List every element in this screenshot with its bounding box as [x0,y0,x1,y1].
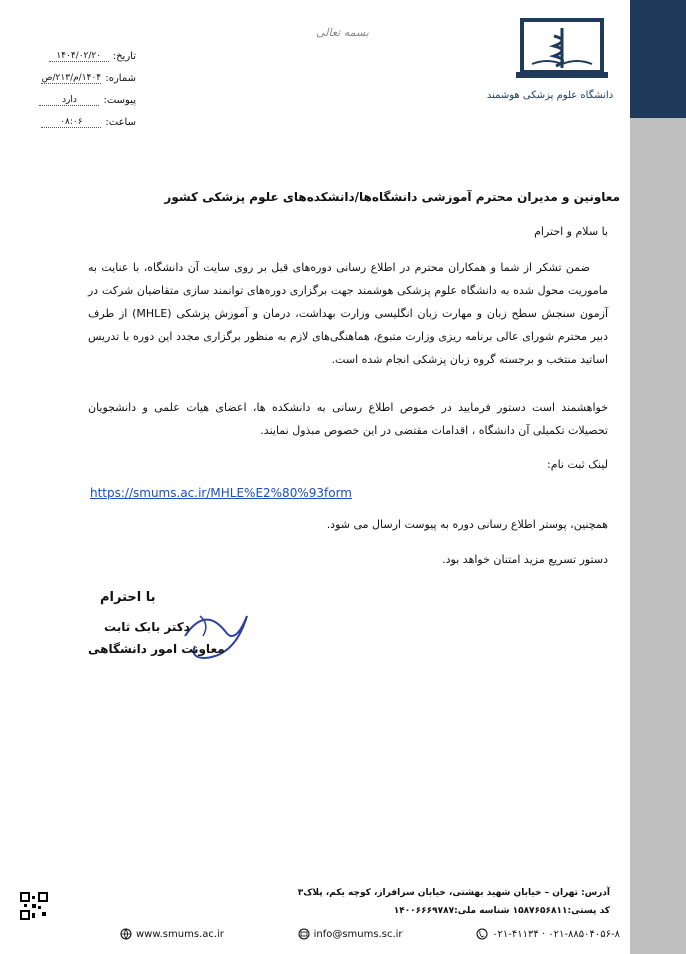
university-name: دانشگاه علوم پزشکی هوشمند [486,90,614,101]
signer-name: دکتر بابک ثابت [104,620,190,634]
letter-paragraph: دستور تسریع مزید امتنان خواهد بود. [442,553,608,566]
meta-date [36,40,136,62]
footer-phone [476,928,620,940]
meta-attachment [36,84,136,106]
letter-closing: با احترام [100,590,156,605]
meta-value: دارد [39,95,99,106]
footer-address: آدرس: تهران – خیابان شهید بهشتی، خیابان سرافراز، کوچه یکم، پلاک۳ [297,888,610,898]
bismillah: بسمه تعالی [316,26,369,39]
meta-value: ۰۸:۰۶ [41,117,101,128]
phone-text: ۰۲۱-۴۱۱۳۴ · ۰۲۱-۸۸۵۰۴۰۵۶-۸ [492,928,620,940]
meta-number [36,62,136,84]
meta-label: تاریخ: [112,51,136,62]
phone-icon [476,928,488,940]
registration-link[interactable]: https://smums.ac.ir/MHLE%E2%80%93form [90,486,352,500]
meta-time [36,106,136,128]
meta-value: ۱۴۰۴/م/۲۱۳/ص [41,73,102,83]
meta-label: شماره: [105,73,136,84]
globe-icon [120,928,132,940]
letter-paragraph: ضمن تشکر از شما و همکاران محترم در اطلاع رسانی دوره‌های قبل بر روی سایت آن دانشگاه، با عنایت به ماموریت محول شده به دانشگاه علوم پزشکی هوشمند جهت برگزاری دوره‌های توانمند سازی متقاضیان شرکت در آزمون سنجش سطح زبان و مهارت زبان انگلیسی وزارت بهداشت، درمان و آموزش پزشکی (MHLE) از طرف دبیر محترم شورای عالی برنامه ریزی وزارت متبوع، هماهنگی‌های لازم به منظور برگزاری مجدد این دوره با تدریس اساتید منتخب و برجسته گروه زبان پزشکی انجام شده است. [88,261,608,366]
letter-addressee: معاونین و مدیران محترم آموزشی دانشگاه‌ها/دانشکده‌های علوم پزشکی کشور [164,190,620,204]
letter-paragraph: همچنین، پوستر اطلاع رسانی دوره به پیوست ارسال می شود. [326,518,608,531]
letter-paragraph: خواهشمند است دستور فرمایید در خصوص اطلاع رسانی به دانشکده ها، اعضای هیات علمی و دانشجویان تحصیلات تکمیلی آن دانشگاه ، اقدامات مقتضی در این خصوص مبذول نمایند. [88,401,608,437]
footer-contact [120,928,620,940]
meta-label: پیوست: [103,95,136,106]
website-text: www.smums.ac.ir [136,928,224,940]
email-text: info@smums.sc.ir [313,928,403,940]
email-icon [298,928,310,940]
footer-website[interactable] [120,928,224,940]
qr-code-icon [20,892,48,920]
university-logo-icon [514,18,610,84]
footer-codes: کد پستی:۱۵۸۷۶۵۶۸۱۱ شناسه ملی:۱۴۰۰۶۶۶۹۷۸۷ [393,906,610,916]
side-bar [630,0,686,954]
letter-salutation: با سلام و احترام [534,225,608,238]
side-bar-accent [630,0,686,118]
meta-value: ۱۴۰۴/۰۲/۲۰ [49,51,109,62]
footer-email[interactable] [298,928,403,940]
meta-label: ساعت: [105,117,136,128]
letter-meta [36,40,136,128]
registration-link-label: لینک ثبت نام: [547,458,608,471]
signer-title: معاونت امور دانشگاهی [88,642,225,656]
